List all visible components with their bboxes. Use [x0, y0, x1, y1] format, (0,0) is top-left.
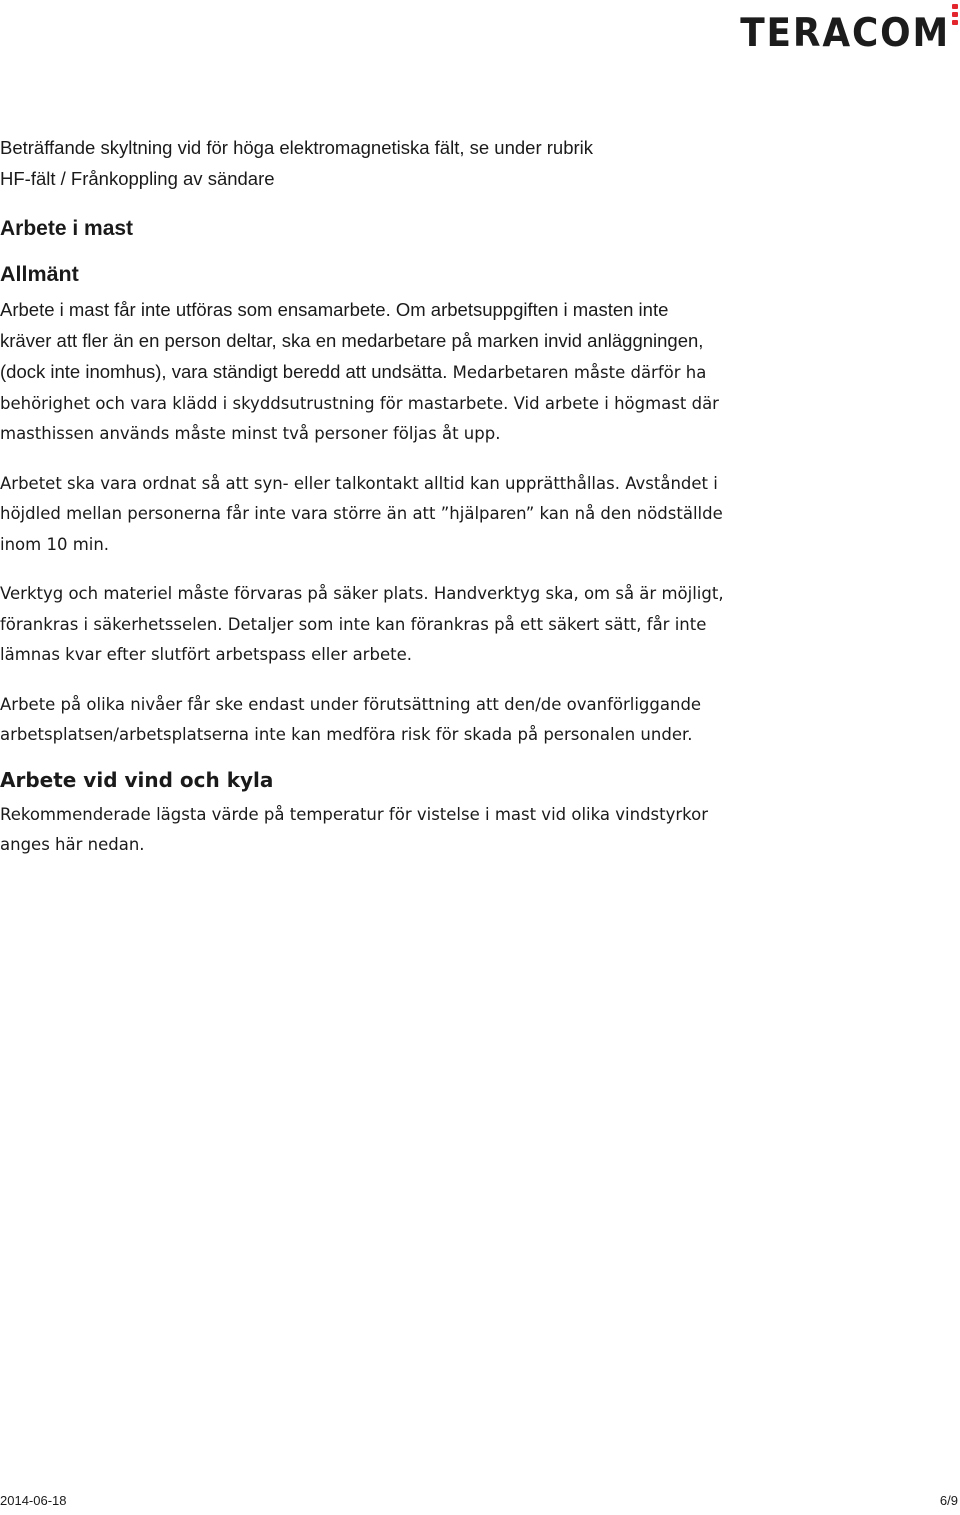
paragraph-nivaer	[0, 690, 800, 751]
page-footer	[0, 1493, 960, 1515]
paragraph-kontakt	[0, 469, 800, 561]
text-line: anges här nedan.	[0, 835, 145, 854]
text-line: lämnas kvar efter slutfört arbetspass eller arbete.	[0, 645, 412, 664]
text-line: Verktyg och materiel måste förvaras på säker plats. Handverktyg ska, om så är möjligt,	[0, 584, 724, 603]
paragraph-temperatur	[0, 800, 800, 861]
teracom-logo	[722, 4, 958, 56]
intro-line: HF-fält / Frånkoppling av sändare	[0, 168, 275, 189]
intro-line: Beträffande skyltning vid för höga elektromagnetiska fält, se under rubrik	[0, 137, 594, 158]
text-line: masthissen används måste minst två personer följas åt upp.	[0, 424, 501, 443]
text-line: Arbete på olika nivåer får ske endast under förutsättning att den/de ovanförliggande	[0, 694, 702, 714]
logo-text: TERACOM	[740, 11, 950, 56]
intro-paragraph	[0, 132, 800, 194]
paragraph-behorighet	[0, 389, 800, 450]
subsection-title-vind-kyla: Arbete vid vind och kyla	[0, 767, 274, 792]
section-title: Arbete i mast	[0, 217, 134, 240]
text-line: inom 10 min.	[0, 534, 110, 554]
text-line: Arbete i mast får inte utföras som ensamarbete. Om arbetsuppgiften i masten inte	[0, 299, 669, 320]
paragraph-verktyg	[0, 579, 800, 671]
footer-date: 2014-06-18	[0, 1493, 67, 1508]
text-line: behörighet och vara klädd i skyddsutrustning för mastarbete. Vid arbete i högmast där	[0, 393, 719, 413]
text-line: Arbetet ska vara ordnat så att syn- eller talkontakt alltid kan upprätthållas. Avståndet i	[0, 473, 718, 493]
text-line: kräver att fler än en person deltar, ska en medarbetare på marken invid anläggningen,	[0, 330, 704, 351]
text-line: höjdled mellan personerna får inte vara större än att ”hjälparen” kan nå den nödställde	[0, 504, 723, 523]
paragraph-ensamarbete	[0, 294, 800, 389]
text-line: (dock inte inomhus), vara ständigt beredd att undsätta.	[0, 361, 448, 382]
text-line: förankras i säkerhetsselen. Detaljer som inte kan förankras på ett säkert sätt, får inte	[0, 614, 707, 634]
text-line: Rekommenderade lägsta värde på temperatur för vistelse i mast vid olika vindstyrkor	[0, 804, 709, 824]
document-body	[0, 132, 800, 861]
text-line: Medarbetaren måste därför ha	[447, 363, 707, 382]
page-number: 6/9	[939, 1493, 958, 1508]
text-line: arbetsplatsen/arbetsplatserna inte kan medföra risk för skada på personalen under.	[0, 725, 693, 744]
subsection-title-allmant: Allmänt	[0, 262, 79, 286]
logo-mark-icon	[952, 4, 958, 25]
